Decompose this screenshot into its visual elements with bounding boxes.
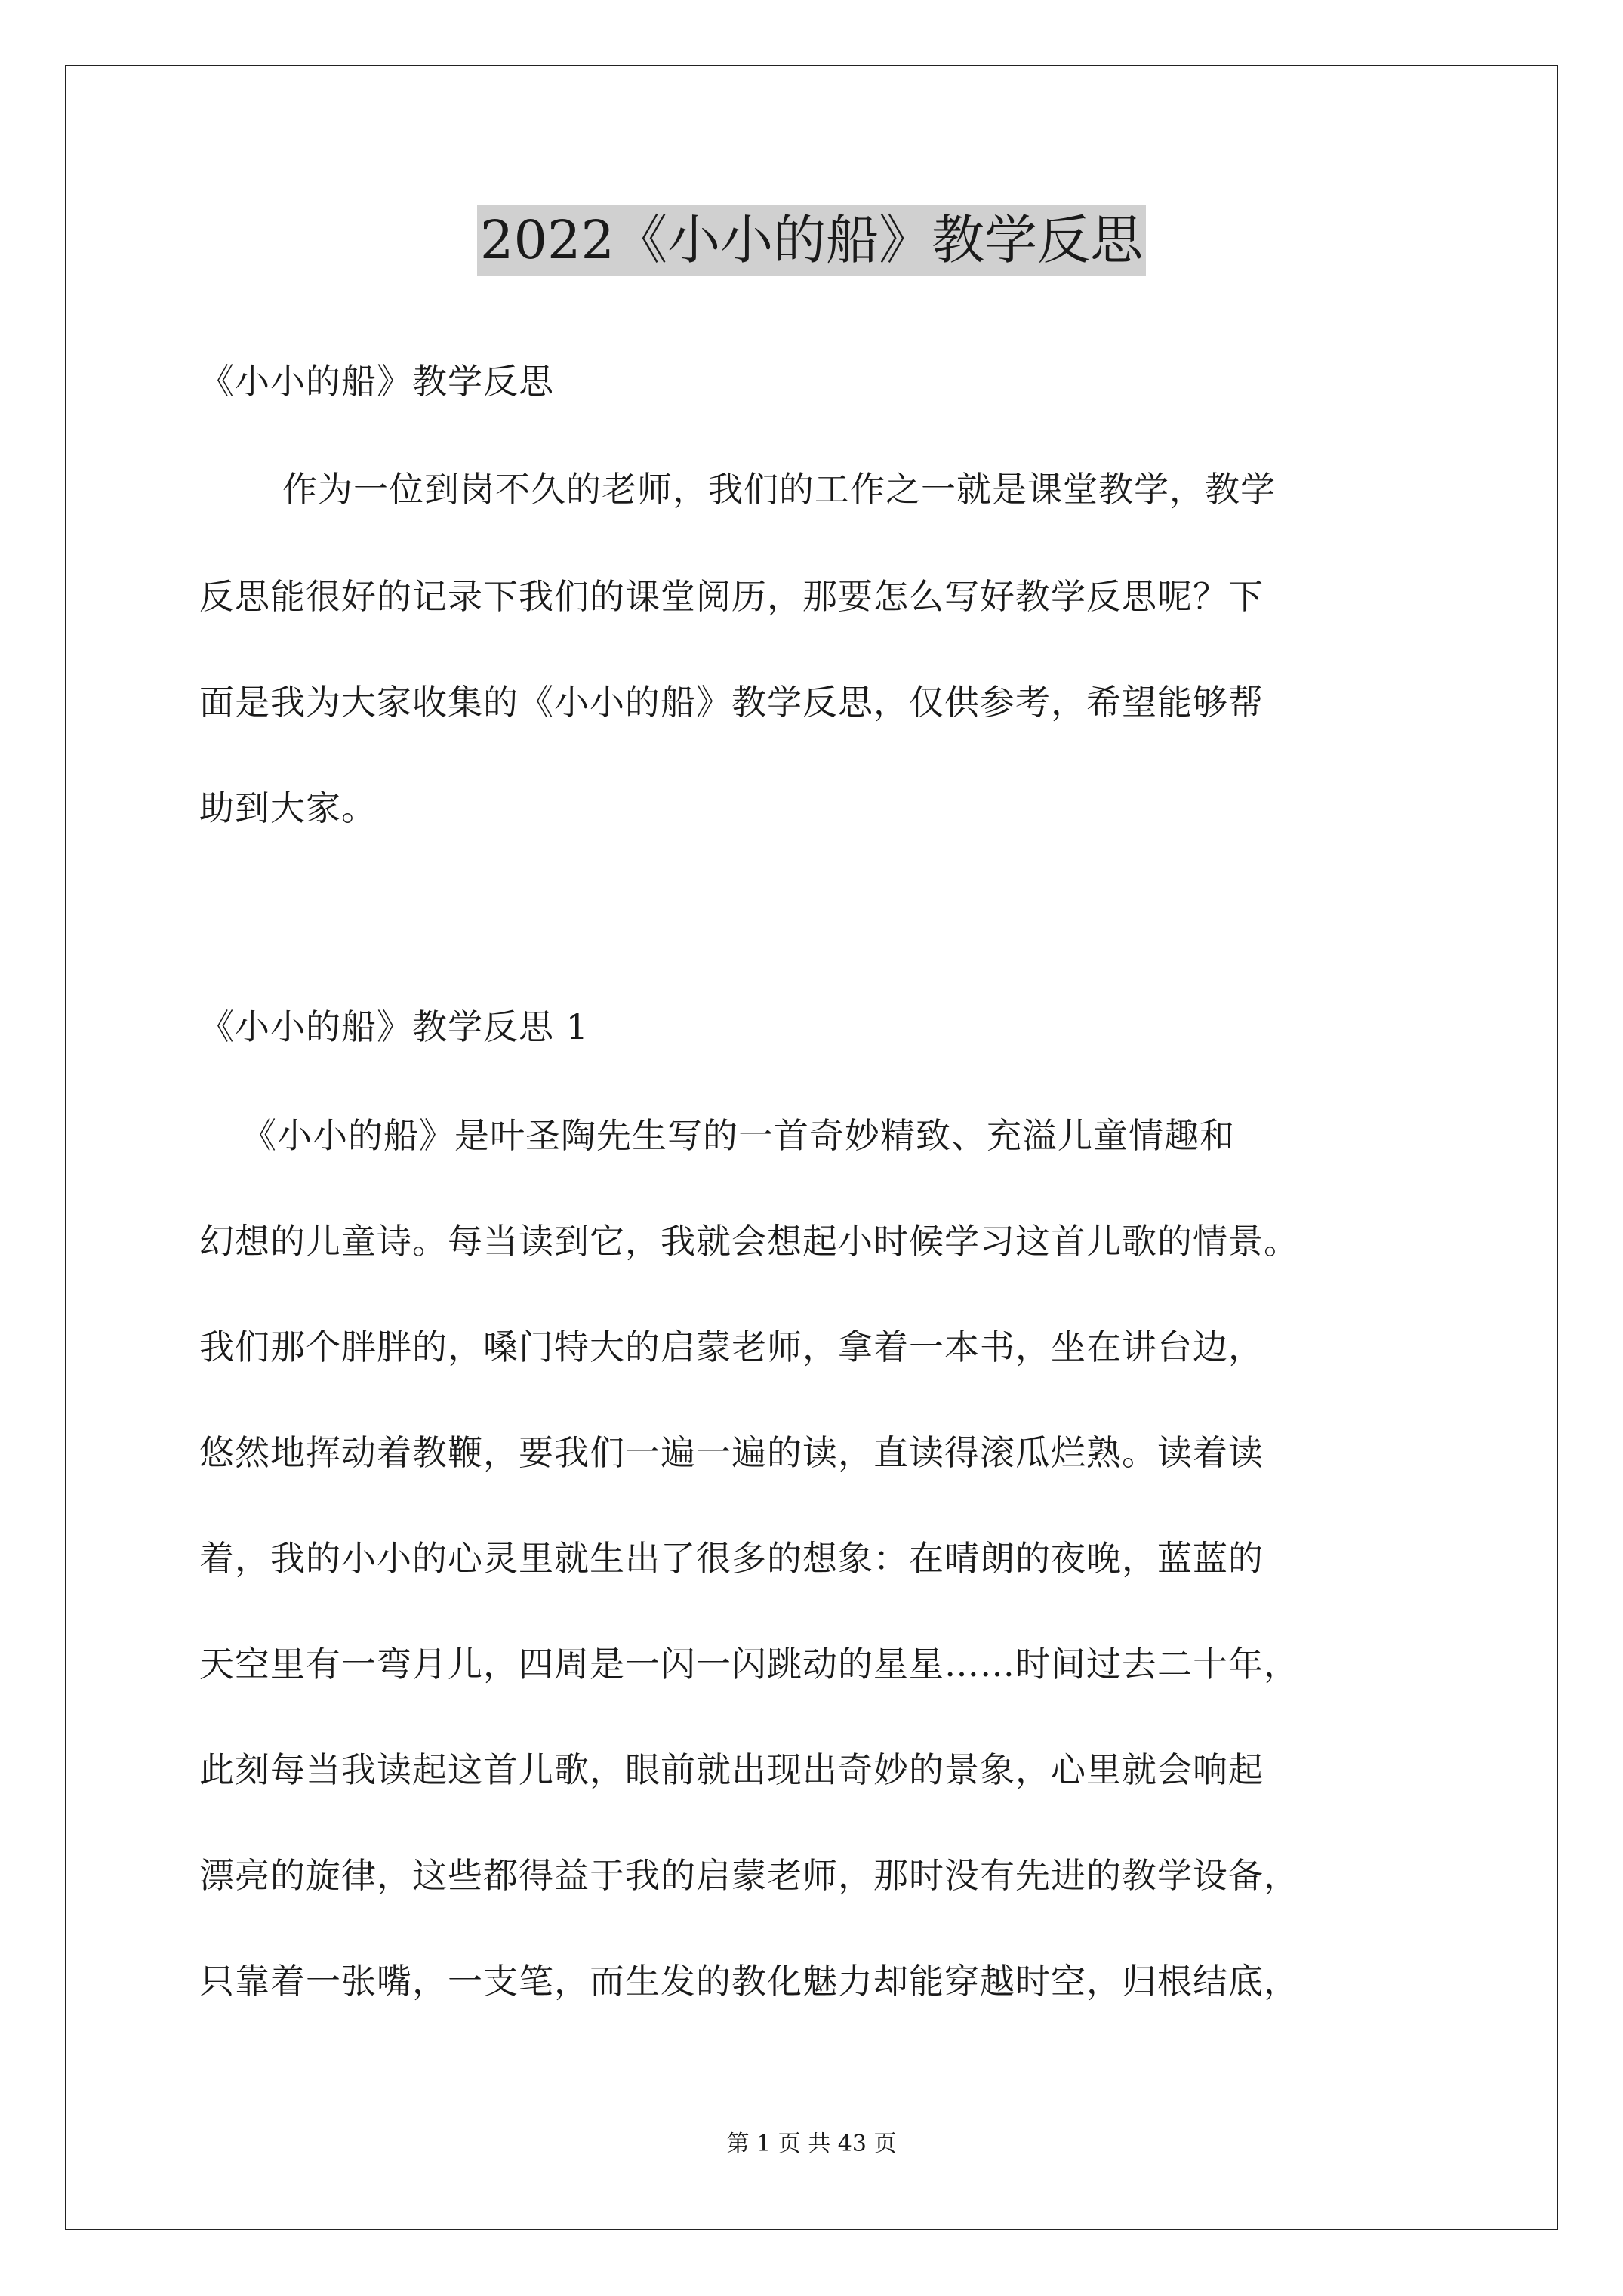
intro-line-2: 反思能很好的记录下我们的课堂阅历，那要怎么写好教学反思呢？下: [199, 576, 1264, 617]
intro-line-1: 作为一位到岗不久的老师，我们的工作之一就是课堂教学，教学: [282, 469, 1276, 510]
body-line-2: 幻想的儿童诗。每当读到它，我就会想起小时候学习这首儿歌的情景。: [199, 1221, 1299, 1262]
body-line-3: 我们那个胖胖的，嗓门特大的启蒙老师，拿着一本书，坐在讲台边，: [199, 1327, 1264, 1367]
intro-line-3: 面是我为大家收集的《小小的船》教学反思，仅供参考，希望能够帮: [199, 682, 1264, 723]
document-title: [0, 202, 1623, 278]
body-line-9: 只靠着一张嘴，一支笔，而生发的教化魅力却能穿越时空，归根结底，: [199, 1961, 1299, 2002]
intro-line-4: 助到大家。: [199, 787, 377, 828]
document-title-text: 2022《小小的船》教学反思: [477, 205, 1146, 276]
body-line-4: 悠然地挥动着教鞭，要我们一遍一遍的读，直读得滚瓜烂熟。读着读: [199, 1432, 1264, 1473]
subheading: 《小小的船》教学反思: [199, 361, 554, 402]
body-line-5: 着，我的小小的心灵里就生出了很多的想象：在晴朗的夜晚，蓝蓝的: [199, 1538, 1264, 1579]
body-line-8: 漂亮的旋律，这些都得益于我的启蒙老师，那时没有先进的教学设备，: [199, 1855, 1299, 1896]
body-line-1: 《小小的船》是叶圣陶先生写的一首奇妙精致、充溢儿童情趣和: [242, 1115, 1235, 1156]
page-footer: 第 1 页 共 43 页: [726, 2131, 897, 2157]
body-line-6: 天空里有一弯月儿，四周是一闪一闪跳动的星星……时间过去二十年，: [199, 1644, 1299, 1684]
section-heading: 《小小的船》教学反思 1: [199, 1006, 589, 1047]
body-line-7: 此刻每当我读起这首儿歌，眼前就出现出奇妙的景象，心里就会响起: [199, 1749, 1264, 1790]
